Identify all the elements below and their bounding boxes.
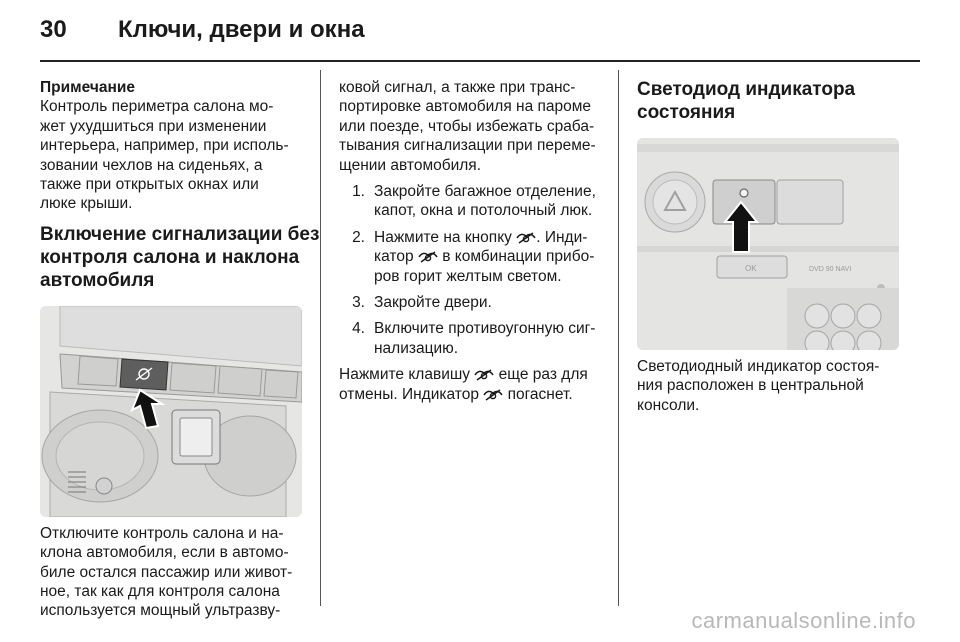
page-header <box>40 10 365 50</box>
heading-line: автомобиля <box>40 269 155 291</box>
body-text: отмены. Индикатор <box>339 385 479 403</box>
roof-console-illustration <box>40 306 302 517</box>
interior-monitoring-off-icon <box>418 250 438 263</box>
note-title: Примечание <box>40 79 135 96</box>
body-line: щении автомобиля. <box>339 156 481 174</box>
body-line: портировке автомобиля на пароме <box>339 98 592 116</box>
step-2 <box>339 228 605 286</box>
interior-monitoring-off-icon <box>516 231 536 244</box>
step-line: Закройте двери. <box>374 294 492 312</box>
chapter-title: Ключи, двери и окна <box>118 16 365 43</box>
body-text: еще раз для <box>498 366 588 384</box>
step-line: нализацию. <box>374 339 459 357</box>
column-divider-1 <box>320 70 321 606</box>
body-line: Отключите контроль салона и на- <box>40 524 284 542</box>
heading-line: контроля салона и наклона <box>40 246 300 268</box>
body-line: используется мощный ультразву- <box>40 602 281 620</box>
caption-line: ния расположен в центральной <box>637 377 864 395</box>
note-line: зовании чехлов на сиденьях, а <box>40 156 263 174</box>
step-line: капот, окна и потолочный люк. <box>374 202 593 220</box>
center-console-illustration <box>637 138 899 350</box>
step-number: 1. <box>352 183 365 201</box>
heading-line: Светодиод индикатора <box>637 79 856 100</box>
interior-monitoring-off-icon <box>474 368 494 381</box>
column-3 <box>637 78 903 415</box>
section-heading-alarm <box>40 223 320 292</box>
caption-line: Светодиодный индикатор состоя- <box>637 358 880 375</box>
note-line: Контроль периметра салона мо- <box>40 98 274 116</box>
roof-console-drawing <box>40 306 302 517</box>
ok-label: OK <box>745 264 757 273</box>
header-rule <box>40 60 920 62</box>
column-2 <box>339 78 605 404</box>
step-number: 4. <box>352 320 365 338</box>
step-text: в комбинации прибо- <box>442 248 595 266</box>
body-line: клона автомобиля, если в автомо- <box>40 544 289 562</box>
body-line <box>339 365 605 384</box>
step-3 <box>339 293 605 312</box>
interior-monitoring-off-icon <box>483 388 503 401</box>
step-line: Включите противоугонную сиг- <box>374 320 596 338</box>
step-text: катор <box>374 248 414 266</box>
section-heading-led <box>637 78 903 124</box>
dvd-label: DVD 90 NAVI <box>809 266 852 273</box>
step-number: 2. <box>352 228 365 246</box>
heading-line: Включение сигнализации без <box>40 223 320 245</box>
column-1 <box>40 78 320 621</box>
body-line: биле остался пассажир или живот- <box>40 563 293 581</box>
body-text: Нажмите клавишу <box>339 366 471 384</box>
body-line <box>339 385 605 404</box>
body-line: или поезде, чтобы избежать сраба- <box>339 117 595 135</box>
column-divider-2 <box>618 70 619 606</box>
body-text: погаснет. <box>507 385 573 403</box>
note-line: интерьера, например, при исполь- <box>40 137 289 155</box>
note-line: жет ухудшиться при изменении <box>40 117 267 135</box>
body-line: тывания сигнализации при переме- <box>339 137 596 155</box>
body-line: ковой сигнал, а также при транс- <box>339 79 576 96</box>
heading-line: состояния <box>637 102 736 123</box>
step-text: . Инди- <box>536 228 588 246</box>
step-1 <box>339 182 605 221</box>
step-4 <box>339 319 605 358</box>
step-text: Нажмите на кнопку <box>374 228 512 246</box>
body-line: ное, так как для контроля салона <box>40 583 280 601</box>
step-number: 3. <box>352 294 365 312</box>
page-number: 30 <box>40 16 67 43</box>
caption-line: консоли. <box>637 396 700 414</box>
step-line: ров горит желтым светом. <box>374 267 562 285</box>
step-line: Закройте багажное отделение, <box>374 183 596 201</box>
step-line <box>374 228 605 247</box>
note-line: также при открытых окнах или <box>40 176 259 194</box>
center-console-drawing <box>637 138 899 350</box>
note-line: люке крыши. <box>40 195 133 213</box>
watermark: carmanualsonline.info <box>691 608 916 633</box>
step-line <box>374 247 605 266</box>
